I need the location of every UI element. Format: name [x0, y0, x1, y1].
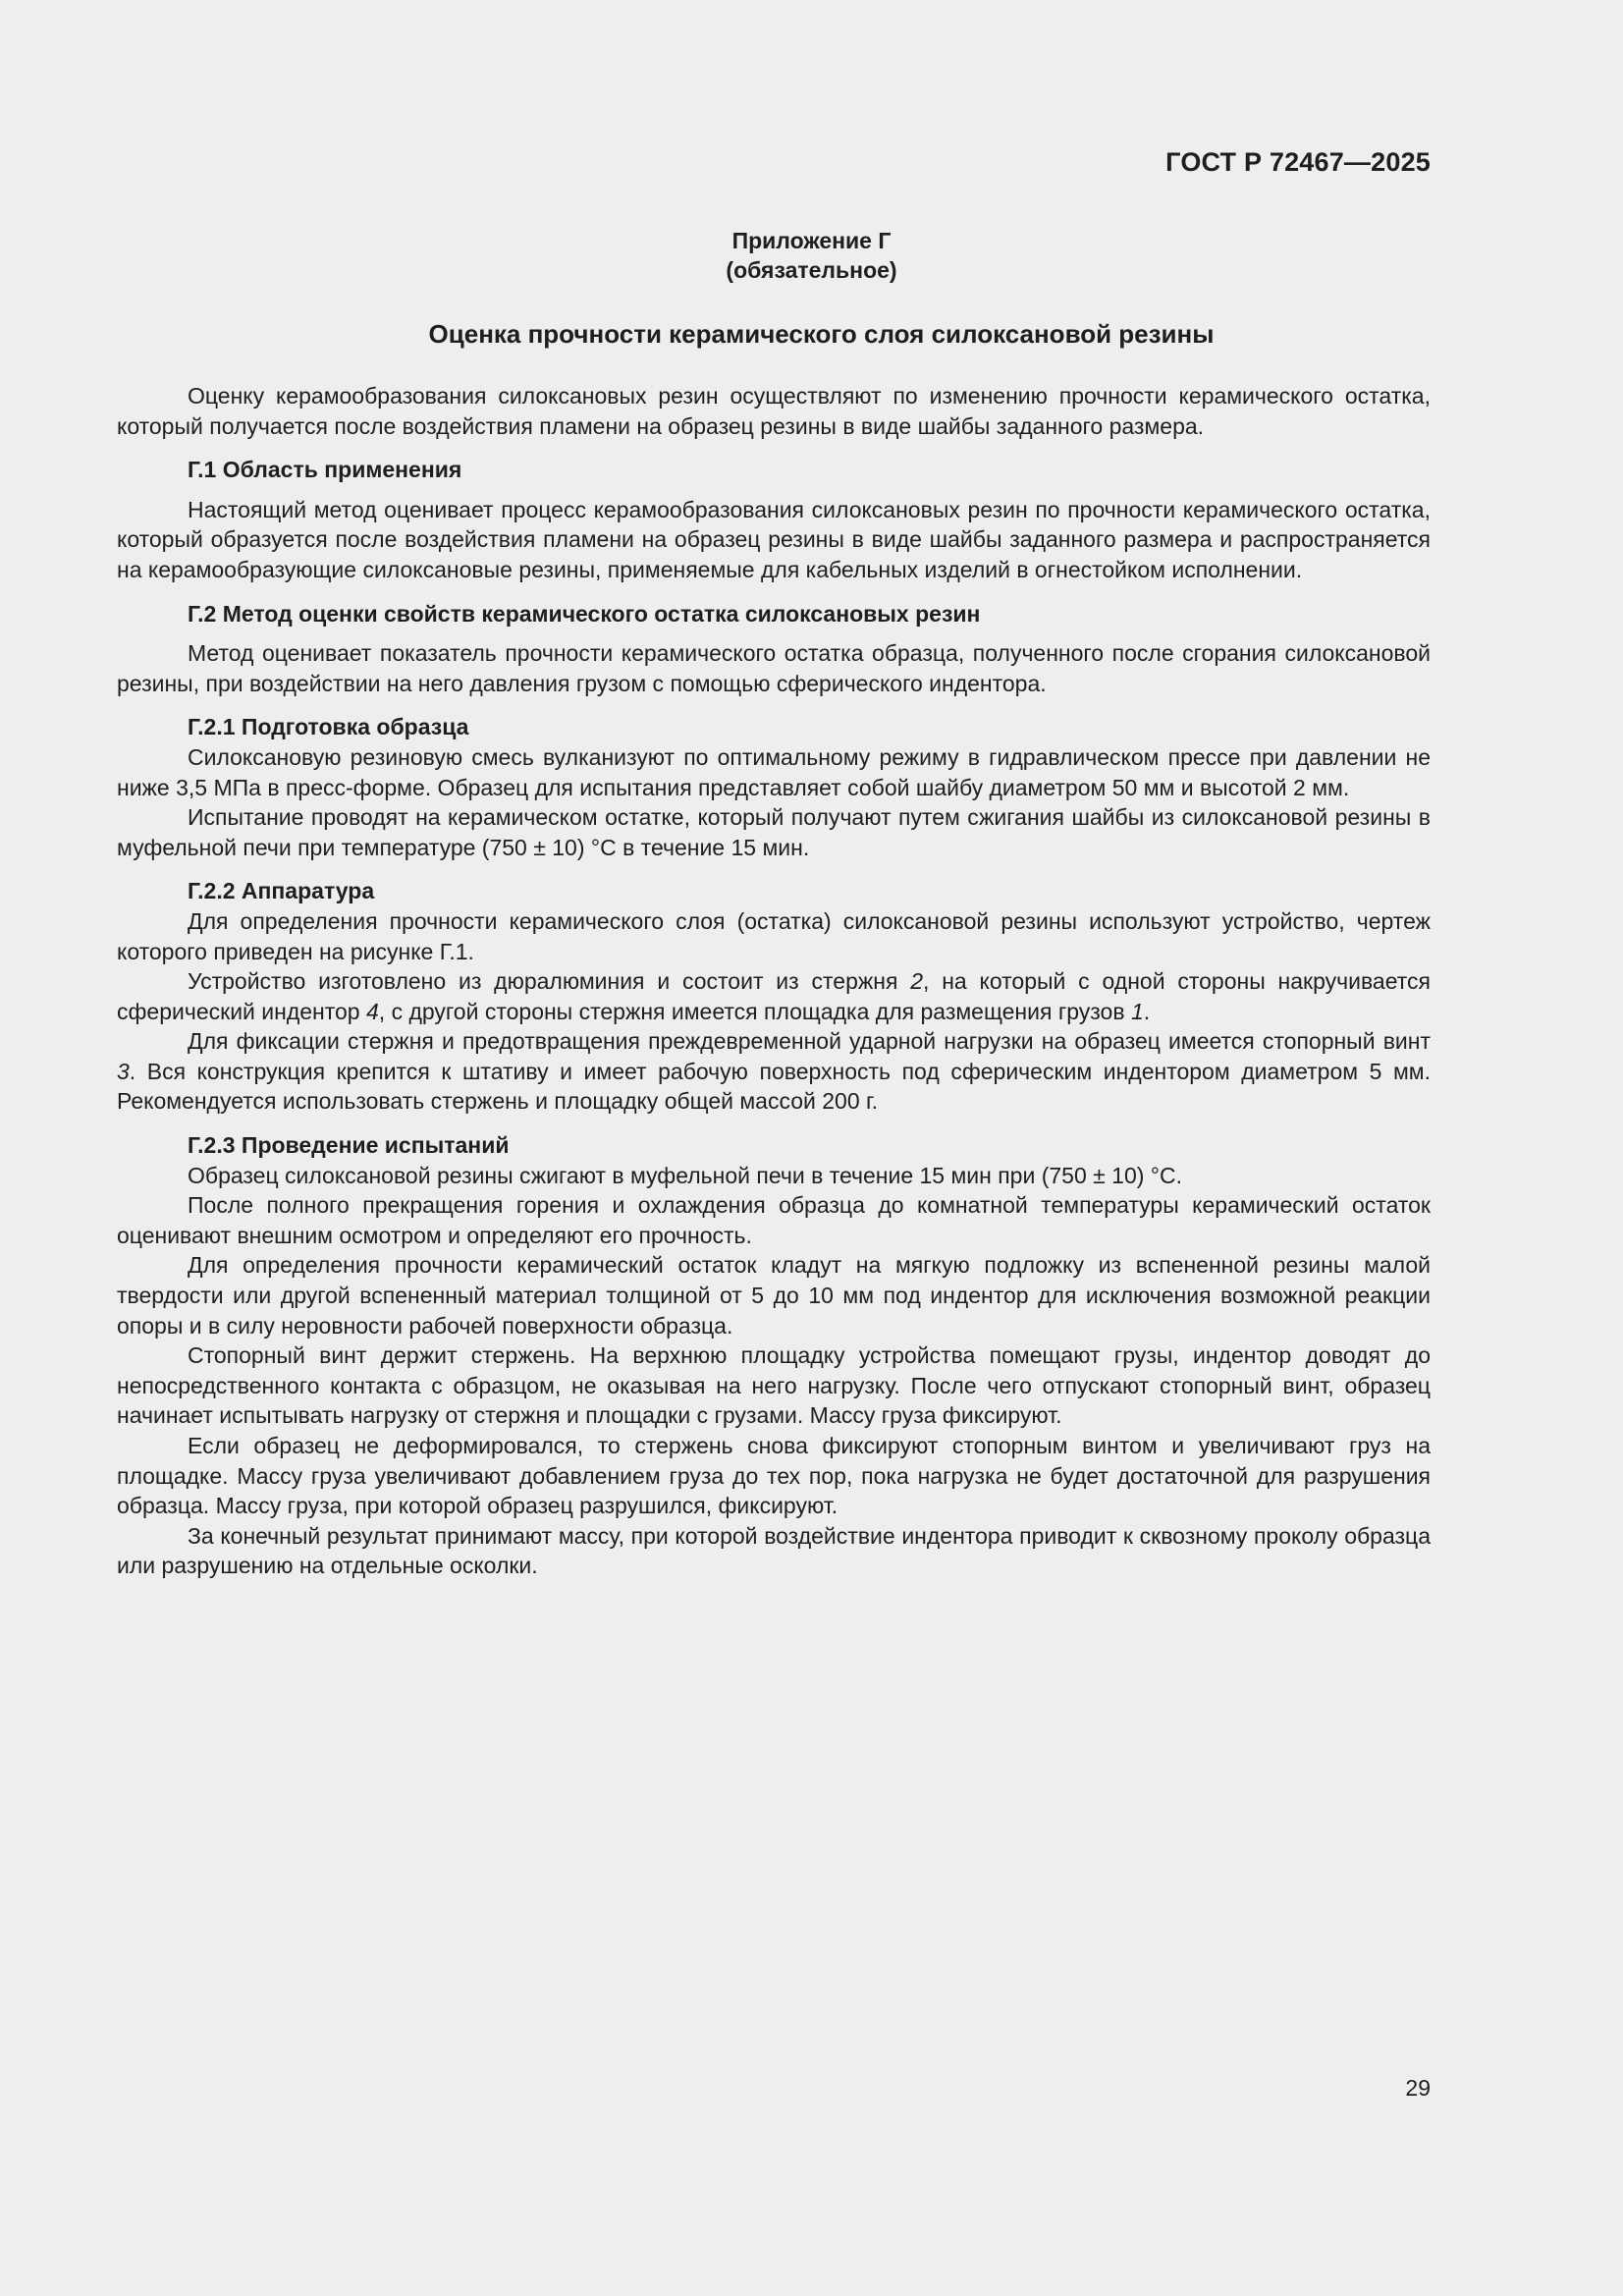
text-fragment: , с другой стороны стержня имеется площадка для размещения грузов	[378, 998, 1131, 1024]
section-g23-paragraph-1: Образец силоксановой резины сжигают в муфельной печи в течение 15 мин при (750 ± 10) °С.	[188, 1162, 1182, 1188]
appendix-status: (обязательное)	[726, 257, 897, 283]
text-fragment: .	[1143, 998, 1151, 1024]
section-g2-paragraph: Метод оценивает показатель прочности керамического остатка образца, полученного после сгорания силоксановой резины, при воздействии на него давления грузом с помощью сферического индентора.	[117, 640, 1431, 696]
section-g23-paragraph-3: Для определения прочности керамический остаток кладут на мягкую подложку из вспененной резины малой твердости или другой вспененный материал толщиной от 5 до 10 мм под индентор для исключения возможной реакции опоры и в силу неровности рабочей поверхности образца.	[117, 1252, 1431, 1339]
text-fragment: Для фиксации стержня и предотвращения преждевременной ударной нагрузки на образец имеется стопорный винт	[188, 1028, 1431, 1055]
section-g21-paragraph-2: Испытание проводят на керамическом остатке, который получают путем сжигания шайбы из силоксановой резины в муфельной печи при температуре (750 ± 10) °С в течение 15 мин.	[117, 804, 1431, 860]
text-fragment: , на который с одной стороны накручивается сферический индентор	[117, 968, 1431, 1024]
section-g23-paragraph-6: За конечный результат принимают массу, при которой воздействие индентора приводит к сквозному проколу образца или разрушению на отдельные осколки.	[117, 1522, 1431, 1579]
ref-number: 4	[366, 998, 379, 1024]
text-fragment: Устройство изготовлено из дюралюминия и состоит из стержня	[188, 968, 911, 995]
section-g21-paragraph-1: Силоксановую резиновую смесь вулканизуют по оптимальному режиму в гидравлическом прессе при давлении не ниже 3,5 МПа в пресс-форме. Образец для испытания представляет собой шайбу диаметром 50 мм и высотой 2 мм.	[117, 743, 1431, 800]
section-g1-paragraph: Настоящий метод оценивает процесс керамообразования силоксановых резин по прочности керамического остатка, который образуется после воздействия пламени на образец резины в виде шайбы заданного размера и распространяется на керамообразующие силоксановые резины, применяемые для кабельных изделий в огнестойком исполнении.	[117, 496, 1431, 582]
section-g1-heading: Г.1 Область применения	[188, 457, 462, 483]
section-g22-paragraph-2	[117, 966, 1431, 1026]
text-fragment: . Вся конструкция крепится к штативу и имеет рабочую поверхность под сферическим индентором диаметром 5 мм. Рекомендуется использовать стержень и площадку общей массой 200 г.	[117, 1058, 1431, 1115]
section-g23-paragraph-4: Стопорный винт держит стержень. На верхнюю площадку устройства помещают грузы, индентор доводят до непосредственного контакта с образцом, не оказывая на него нагрузку. После чего отпускают стопорный винт, образец начинает испытывать нагрузку от стержня и площадки с грузами. Массу груза фиксируют.	[117, 1342, 1431, 1429]
ref-number: 1	[1130, 998, 1144, 1024]
section-g23-paragraph-2: После полного прекращения горения и охлаждения образца до комнатной температуры керамический остаток оценивают внешним осмотром и определяют его прочность.	[117, 1192, 1431, 1248]
section-g23-paragraph-5: Если образец не деформировался, то стержень снова фиксируют стопорным винтом и увеличивают груз на площадке. Массу груза увеличивают добавлением груза до тех пор, пока нагрузка не будет достаточной для разрушения образца. Массу груза, при которой образец разрушился, фиксируют.	[117, 1433, 1431, 1519]
section-g22-paragraph-1: Для определения прочности керамического слоя (остатка) силоксановой резины используют устройство, чертеж которого приведен на рисунке Г.1.	[117, 907, 1431, 964]
standard-code: ГОСТ Р 72467—2025	[1165, 147, 1431, 177]
main-title: Оценка прочности керамического слоя силоксановой резины	[428, 319, 1215, 349]
section-g22-heading: Г.2.2 Аппаратура	[188, 878, 375, 904]
ref-number: 3	[117, 1058, 130, 1084]
appendix-heading	[0, 226, 1623, 285]
section-g22-paragraph-3	[117, 1026, 1431, 1117]
section-g23-heading: Г.2.3 Проведение испытаний	[188, 1132, 510, 1159]
document-body	[117, 381, 1431, 1581]
appendix-title: Приложение Г	[731, 228, 892, 253]
page-number: 29	[1405, 2075, 1431, 2101]
section-g21-heading: Г.2.1 Подготовка образца	[188, 714, 469, 740]
intro-paragraph: Оценку керамообразования силоксановых резин осуществляют по изменению прочности керамического остатка, который получается после воздействия пламени на образец резины в виде шайбы заданного размера.	[117, 383, 1431, 439]
ref-number: 2	[910, 968, 924, 995]
section-g2-heading: Г.2 Метод оценки свойств керамического остатка силоксановых резин	[188, 600, 981, 627]
